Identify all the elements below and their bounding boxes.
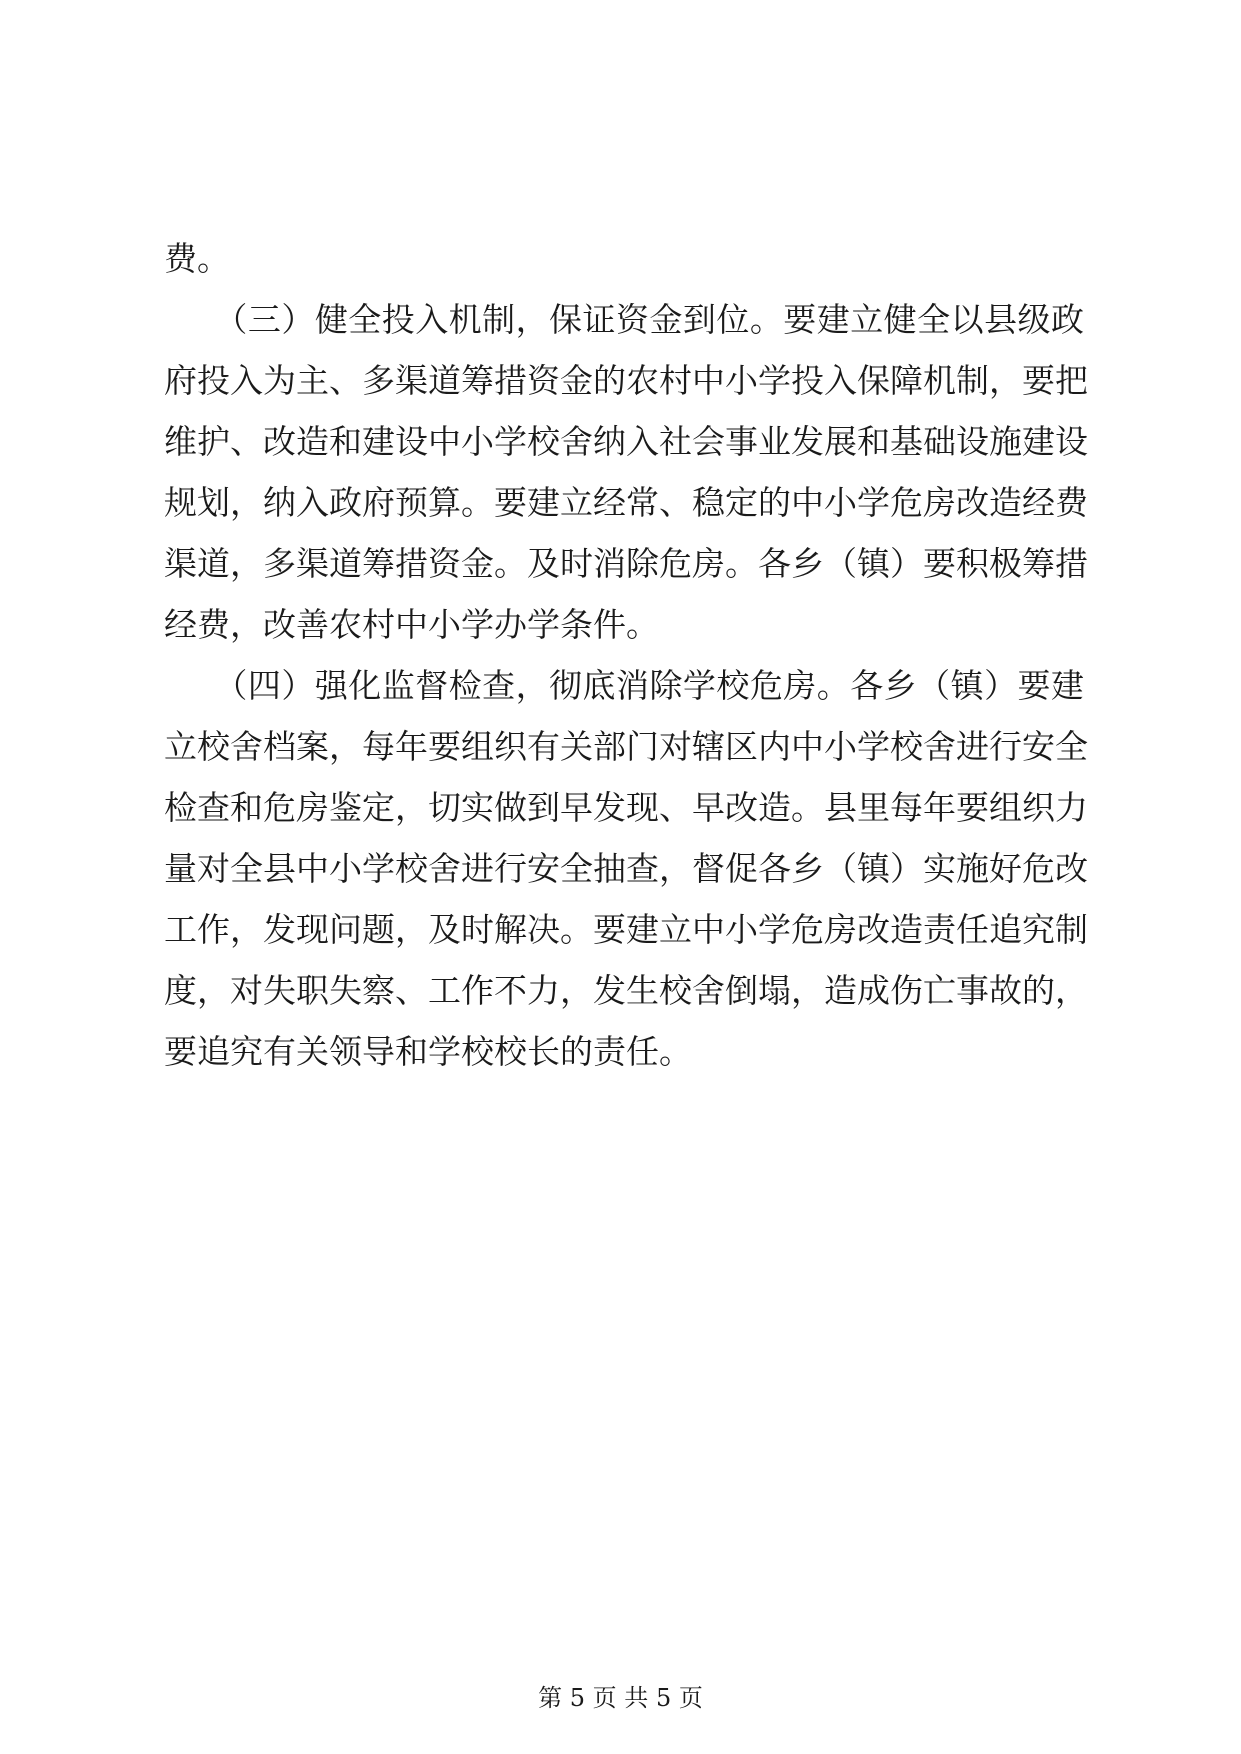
paragraph-line: （三）健全投入机制，保证资金到位。要建立健全以县级政 — [164, 300, 1084, 339]
paragraph-line: 度，对失职失察、工作不力，发生校舍倒塌，造成伤亡事故的， — [164, 971, 1088, 1010]
paragraph-line: 经费，改善农村中小学办学条件。 — [164, 605, 659, 644]
paragraph-line: 检查和危房鉴定，切实做到早发现、早改造。县里每年要组织力 — [164, 788, 1088, 827]
paragraph-line: 要追究有关领导和学校校长的责任。 — [164, 1032, 692, 1071]
document-body — [164, 228, 1088, 1082]
paragraph-line: 规划，纳入政府预算。要建立经常、稳定的中小学危房改造经费 — [164, 483, 1088, 522]
paragraph-line: （四）强化监督检查，彻底消除学校危房。各乡（镇）要建 — [164, 666, 1084, 705]
paragraph-line: 费。 — [164, 239, 230, 278]
paragraph-line: 量对全县中小学校舍进行安全抽查，督促各乡（镇）实施好危改 — [164, 849, 1088, 888]
paragraph-line: 工作，发现问题，及时解决。要建立中小学危房改造责任追究制 — [164, 910, 1088, 949]
page-footer: 第 5 页 共 5 页 — [538, 1684, 703, 1712]
paragraph-line: 立校舍档案，每年要组织有关部门对辖区内中小学校舍进行安全 — [164, 727, 1088, 766]
paragraph-line: 维护、改造和建设中小学校舍纳入社会事业发展和基础设施建设 — [164, 422, 1088, 461]
paragraph-line: 府投入为主、多渠道筹措资金的农村中小学投入保障机制，要把 — [164, 361, 1088, 400]
paragraph-line: 渠道，多渠道筹措资金。及时消除危房。各乡（镇）要积极筹措 — [164, 544, 1088, 583]
